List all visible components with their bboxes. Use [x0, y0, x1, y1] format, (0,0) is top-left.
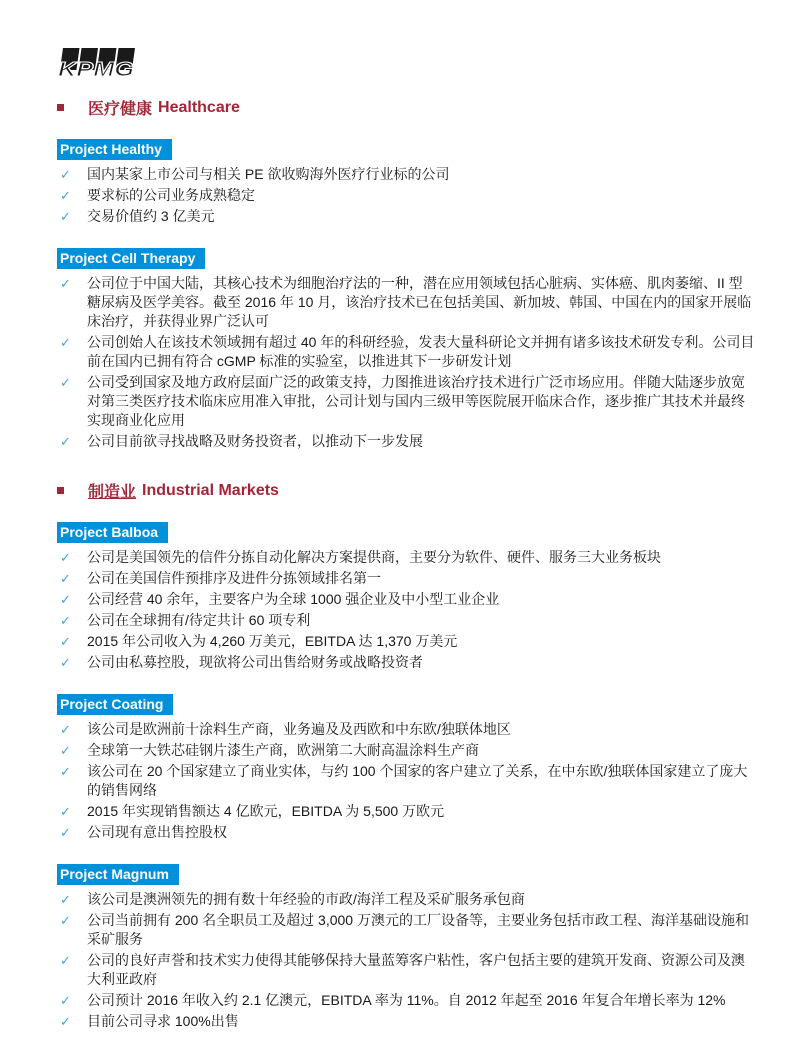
bullet-text: 该公司在 20 个国家建立了商业实体，与约 100 个国家的客户建立了关系，在中东欧/独联体国家建立了庞大的销售网络 [87, 763, 748, 798]
bullet-text: 该公司是欧洲前十涂料生产商，业务遍及及西欧和中东欧/独联体地区 [87, 721, 511, 737]
bullet-item [57, 890, 755, 909]
bullet-item [57, 1012, 755, 1031]
bullet-item [57, 548, 755, 567]
square-bullet-icon [57, 104, 64, 111]
bullet-item [57, 951, 755, 989]
project-magnum-bullets [57, 890, 755, 1031]
bullet-text: 公司现有意出售控股权 [87, 824, 227, 840]
bullet-item [57, 762, 755, 800]
bullet-text: 公司在全球拥有/待定共计 60 项专利 [87, 612, 311, 628]
bullet-text: 公司当前拥有 200 名全职员工及超过 3,000 万澳元的工厂设备等，主要业务包括市政工程、海洋基础设施和采矿服务 [87, 912, 749, 947]
bullet-item [57, 741, 755, 760]
check-icon: ✓ [60, 167, 71, 182]
project-balboa-bullets [57, 548, 755, 672]
bullet-text: 公司由私募控股，现欲将公司出售给财务或战略投资者 [87, 654, 423, 670]
section-heading-en: Industrial Markets [142, 481, 279, 499]
section-heading-zh: 制造业 [88, 484, 137, 501]
bullet-item [57, 274, 755, 331]
square-bullet-icon [57, 487, 64, 494]
bullet-text: 目前公司寻求 100%出售 [87, 1013, 239, 1029]
bullet-text: 公司创始人在该技术领域拥有超过 40 年的科研经验，发表大量科研论文并拥有诸多该技术研发专利。公司目前在国内已拥有符合 cGMP 标准的实验室，以推进其下一步研发计划 [87, 334, 755, 369]
section-heading-zh: 医疗健康 [88, 101, 153, 118]
project-label-cell-therapy: Project Cell Therapy [57, 248, 205, 269]
check-icon: ✓ [60, 825, 71, 840]
project-label-magnum: Project Magnum [57, 864, 179, 885]
bullet-item [57, 611, 755, 630]
bullet-item [57, 653, 755, 672]
project-cell-therapy-bullets [57, 274, 755, 451]
check-icon: ✓ [60, 592, 71, 607]
logo-wordmark: KPMG [58, 59, 134, 81]
check-icon: ✓ [60, 375, 71, 390]
bullet-text: 2015 年实现销售额达 4 亿欧元，EBITDA 为 5,500 万欧元 [87, 803, 445, 819]
bullet-text: 2015 年公司收入为 4,260 万美元，EBITDA 达 1,370 万美元 [87, 633, 458, 649]
bullet-text: 交易价值约 3 亿美元 [87, 208, 215, 224]
bullet-text: 公司位于中国大陆，其核心技术为细胞治疗法的一种，潜在应用领域包括心脏病、实体癌、肌肉萎缩、II 型糖尿病及医学美容。截至 2016 年 10 月，该治疗技术已在包括美国、新加坡、韩国、中国在内的国家开展临床治疗，并获得业界广泛认可 [87, 275, 752, 329]
bullet-item [57, 373, 755, 430]
check-icon: ✓ [60, 550, 71, 565]
bullet-text: 公司受到国家及地方政府层面广泛的政策支持，力图推进该治疗技术进行广泛市场应用。伴随大陆逐步放宽对第三类医疗技术临床应用准入审批，公司计划与国内三级甲等医院展开临床合作，逐步推广其技术并最终实现商业化应用 [87, 374, 745, 428]
bullet-text: 公司的良好声誉和技术实力使得其能够保持大量蓝筹客户粘性，客户包括主要的建筑开发商、资源公司及澳大利亚政府 [87, 952, 745, 987]
bullet-item [57, 333, 755, 371]
bullet-item [57, 823, 755, 842]
check-icon: ✓ [60, 434, 71, 449]
bullet-text: 国内某家上市公司与相关 PE 欲收购海外医疗行业标的公司 [87, 166, 450, 182]
bullet-text: 公司目前欲寻找战略及财务投资者，以推动下一步发展 [87, 433, 423, 449]
check-icon: ✓ [60, 655, 71, 670]
check-icon: ✓ [60, 335, 71, 350]
check-icon: ✓ [60, 634, 71, 649]
bullet-text: 要求标的公司业务成熟稳定 [87, 187, 255, 203]
check-icon: ✓ [60, 913, 71, 928]
bullet-item [57, 802, 755, 821]
check-icon: ✓ [60, 722, 71, 737]
check-icon: ✓ [60, 188, 71, 203]
kpmg-logo [57, 48, 137, 82]
bullet-item [57, 432, 755, 451]
check-icon: ✓ [60, 804, 71, 819]
bullet-item [57, 720, 755, 739]
project-label-coating: Project Coating [57, 694, 173, 715]
section-heading-healthcare [57, 96, 755, 119]
check-icon: ✓ [60, 1014, 71, 1029]
section-heading-en: Healthcare [158, 98, 240, 116]
check-icon: ✓ [60, 953, 71, 968]
bullet-text: 全球第一大铁芯硅钢片漆生产商，欧洲第二大耐高温涂料生产商 [87, 742, 479, 758]
bullet-text: 公司在美国信件预排序及进件分拣领域排名第一 [87, 570, 381, 586]
check-icon: ✓ [60, 993, 71, 1008]
project-healthy-bullets [57, 165, 755, 226]
bullet-item [57, 991, 755, 1010]
bullet-item [57, 590, 755, 609]
bullet-item [57, 186, 755, 205]
project-label-healthy: Project Healthy [57, 139, 172, 160]
bullet-text: 该公司是澳洲领先的拥有数十年经验的市政/海洋工程及采矿服务承包商 [87, 891, 525, 907]
check-icon: ✓ [60, 276, 71, 291]
bullet-item [57, 632, 755, 651]
check-icon: ✓ [60, 571, 71, 586]
check-icon: ✓ [60, 743, 71, 758]
bullet-text: 公司预计 2016 年收入约 2.1 亿澳元，EBITDA 率为 11%。自 2012 年起至 2016 年复合年增长率为 12% [87, 992, 726, 1008]
check-icon: ✓ [60, 764, 71, 779]
bullet-item [57, 165, 755, 184]
bullet-text: 公司经营 40 余年，主要客户为全球 1000 强企业及中小型工业企业 [87, 591, 500, 607]
check-icon: ✓ [60, 209, 71, 224]
check-icon: ✓ [60, 892, 71, 907]
bullet-text: 公司是美国领先的信件分拣自动化解决方案提供商，主要分为软件、硬件、服务三大业务板块 [87, 549, 661, 565]
project-label-balboa: Project Balboa [57, 522, 168, 543]
section-heading-industrial-markets [57, 479, 755, 502]
check-icon: ✓ [60, 613, 71, 628]
project-coating-bullets [57, 720, 755, 842]
bullet-item [57, 911, 755, 949]
bullet-item [57, 207, 755, 226]
bullet-item [57, 569, 755, 588]
